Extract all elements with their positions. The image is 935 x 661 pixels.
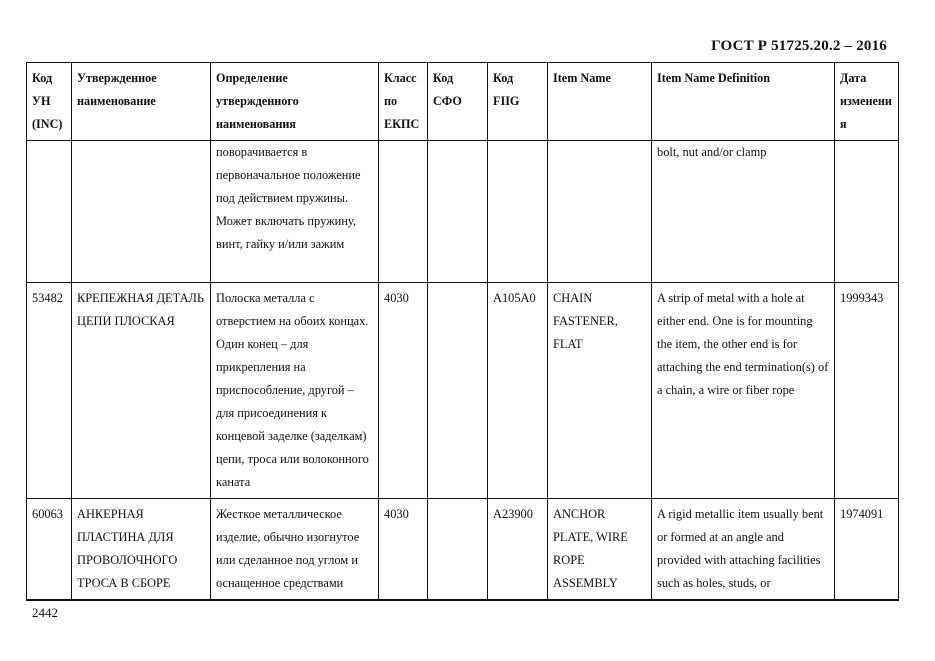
cell-ekps-class xyxy=(379,141,428,283)
cell-ekps-class: 4030 xyxy=(379,499,428,601)
header-change-date: Дата изменения xyxy=(835,63,899,141)
cell-definition: поворачивается в первоначальное положение под действием пружины. Может включать пружину, винт, гайку и/или зажим xyxy=(211,141,379,283)
cell-definition: Жесткое металлическое изделие, обычно изогнутое или сделанное под углом и оснащенное средствами xyxy=(211,499,379,601)
cell-change-date: 1974091 xyxy=(835,499,899,601)
header-item-name-definition: Item Name Definition xyxy=(652,63,835,141)
cell-inc xyxy=(27,141,72,283)
cell-change-date: 1999343 xyxy=(835,283,899,499)
cell-item-name: CHAIN FASTENER, FLAT xyxy=(548,283,652,499)
header-inc: Код УН (INC) xyxy=(27,63,72,141)
cell-definition: Полоска металла с отверстием на обоих концах. Один конец – для прикрепления на приспособление, другой – для присоединения к концевой заделке (заделкам) цепи, троса или волоконного каната xyxy=(211,283,379,499)
header-approved-name: Утвержденное наименование xyxy=(72,63,211,141)
cell-inc: 53482 xyxy=(27,283,72,499)
cell-item-name-definition: bolt, nut and/or clamp xyxy=(652,141,835,283)
cell-sfo-code xyxy=(428,499,488,601)
cell-fiig-code: A23900 xyxy=(488,499,548,601)
header-item-name: Item Name xyxy=(548,63,652,141)
page-number: 2442 xyxy=(32,605,58,620)
cell-sfo-code xyxy=(428,283,488,499)
cell-fiig-code: A105A0 xyxy=(488,283,548,499)
table-row xyxy=(27,499,899,601)
standard-designation: ГОСТ Р 51725.20.2 – 2016 xyxy=(711,38,887,54)
cell-fiig-code xyxy=(488,141,548,283)
cell-change-date xyxy=(835,141,899,283)
table-row xyxy=(27,141,899,283)
table-header-row xyxy=(27,63,899,141)
header-ekps-class: Класс по ЕКПС xyxy=(379,63,428,141)
header-fiig-code: Код FIIG xyxy=(488,63,548,141)
cell-approved-name: КРЕПЕЖНАЯ ДЕТАЛЬ ЦЕПИ ПЛОСКАЯ xyxy=(72,283,211,499)
cell-approved-name xyxy=(72,141,211,283)
cell-item-name xyxy=(548,141,652,283)
cell-sfo-code xyxy=(428,141,488,283)
cell-item-name-definition: A rigid metallic item usually bent or formed at an angle and provided with attaching facilities such as holes, studs, or xyxy=(652,499,835,601)
cell-approved-name: АНКЕРНАЯ ПЛАСТИНА ДЛЯ ПРОВОЛОЧНОГО ТРОСА В СБОРЕ xyxy=(72,499,211,601)
cell-inc: 60063 xyxy=(27,499,72,601)
cell-item-name-definition: A strip of metal with a hole at either end. One is for mounting the item, the other end is for attaching the end termination(s) of a chain, a wire or fiber rope xyxy=(652,283,835,499)
items-table xyxy=(26,62,899,601)
table-row xyxy=(27,283,899,499)
header-definition: Определение утвержденного наименования xyxy=(211,63,379,141)
cell-item-name: ANCHOR PLATE, WIRE ROPE ASSEMBLY xyxy=(548,499,652,601)
cell-ekps-class: 4030 xyxy=(379,283,428,499)
header-sfo-code: Код СФО xyxy=(428,63,488,141)
